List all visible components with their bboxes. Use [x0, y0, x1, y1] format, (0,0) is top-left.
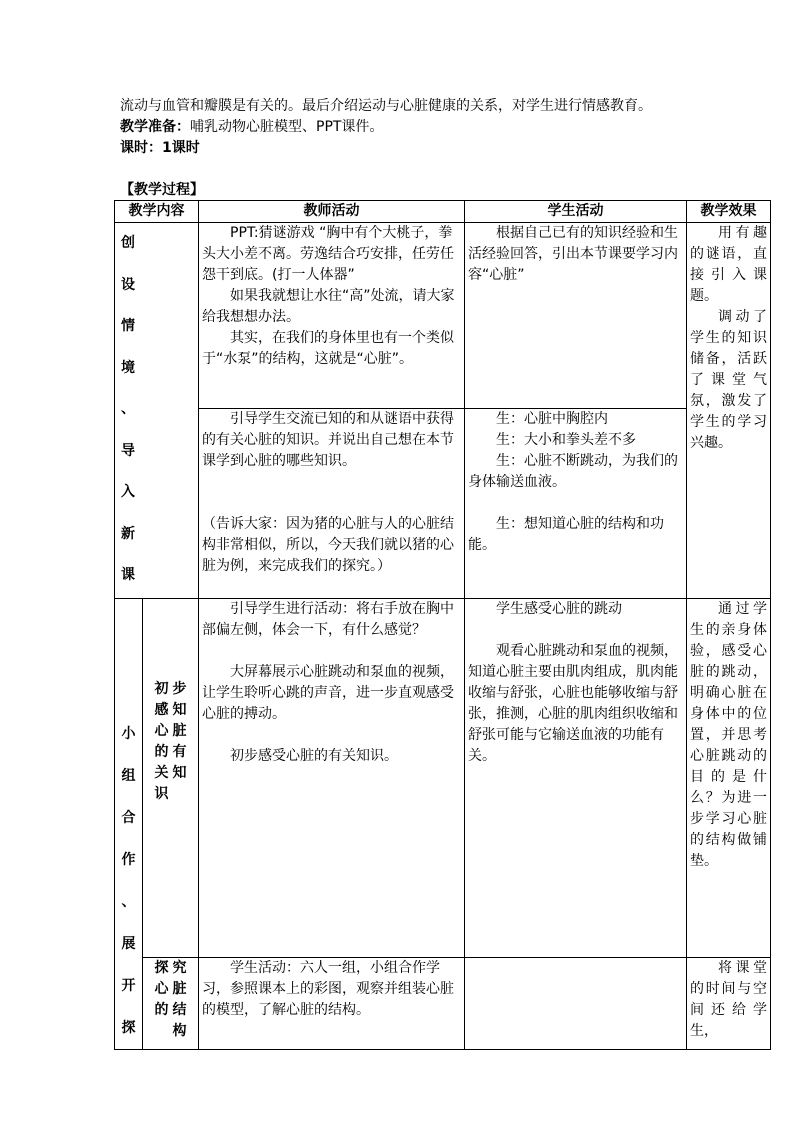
process-heading: 【教学过程】: [120, 182, 204, 198]
table-row: [115, 958, 771, 1050]
teacher-cell: 学生活动：六人一组，小组合作学习，参照课本上的彩图，观察并组装心脏的模型，了解心脏的结构。: [199, 958, 465, 1050]
intro-paragraph: 流动与血管和瓣膜是有关的。最后介绍运动与心脏健康的关系，对学生进行情感教育。: [120, 98, 652, 114]
intro-block: [120, 96, 680, 159]
table-row: [115, 223, 771, 409]
table-row: [115, 599, 771, 958]
student-cell: 根据自己已有的知识经验和生活经验回答，引出本节课要学习内容“心脏”: [465, 223, 687, 409]
teacher-cell: PPT:猜谜游戏 “胸中有个大桃子，拳头大小差不离。劳逸结合巧安排，任劳任怨干到底。(打一人体器” 如果我就想让水往“高”处流，请大家给我想想办法。 其实，在我们的身体里也有一个类似于“水泵”的结构，这就是“心脏”。: [199, 223, 465, 409]
student-cell: [465, 958, 687, 1050]
header-effect: 教学效果: [687, 201, 771, 223]
header-content: 教学内容: [115, 201, 199, 223]
prep-line: [120, 117, 680, 138]
effect-cell: 通过学生的亲身体验，感受心脏的跳动，明确心脏在身体中的位置，并思考心脏跳动的目的是什么？为进一步学习心脏的结构做铺垫。: [687, 599, 771, 958]
student-cell: 生：心脏中胸腔内 生：大小和拳头差不多 生：心脏不断跳动，为我们的身体输送血液。 生：想知道心脏的结构和功能。: [465, 409, 687, 599]
effect-cell: 用有趣的谜语，直接引入课题。 调动了学生的知识储备，活跃了课堂气氛，激发了学生的学习兴趣。: [687, 223, 771, 599]
sub-label-structure: 探 心 的 究 脏 结 构: [143, 958, 199, 1050]
effect-cell: 将课堂的时间与空间还给学生，: [687, 958, 771, 1050]
header-student: 学生活动: [465, 201, 687, 223]
sub-label-feel: 初 感 心 的 关 识 步 知 脏 有 知: [143, 599, 199, 958]
lesson-table: [114, 200, 771, 1050]
teacher-cell: 引导学生进行活动：将右手放在胸中部偏左侧，体会一下，有什么感觉？ 大屏幕展示心脏跳动和泵血的视频，让学生聆听心跳的声音，进一步直观感受心脏的搏动。 初步感受心脏的有关知识。: [199, 599, 465, 958]
teacher-cell: 引导学生交流已知的和从谜语中获得的有关心脏的知识。并说出自己想在本节课学到心脏的哪些知识。 （告诉大家：因为猪的心脏与人的心脏结构非常相似，所以，今天我们就以猪的心脏为例，来完成我们的探究。）: [199, 409, 465, 599]
section-label-group: 小 组 合 作 、 展 开 探: [115, 599, 143, 1050]
student-cell: 学生感受心脏的跳动 观看心脏跳动和泵血的视频，知道心脏主要由肌肉组成，肌肉能收缩与舒张，心脏也能够收缩与舒张，推测，心脏的肌肉组织收缩和舒张可能与它输送血液的功能有关。: [465, 599, 687, 958]
table-header-row: [115, 201, 771, 223]
table-row: [115, 409, 771, 599]
prep-label: 教学准备：: [120, 119, 190, 135]
prep-text: 哺乳动物心脏模型、PPT课件。: [190, 119, 384, 135]
section-label-intro: 创 设 情 境 、 导 入 新 课: [115, 223, 199, 599]
header-teacher: 教师活动: [199, 201, 465, 223]
hours-line: 课时：1课时: [120, 140, 200, 156]
